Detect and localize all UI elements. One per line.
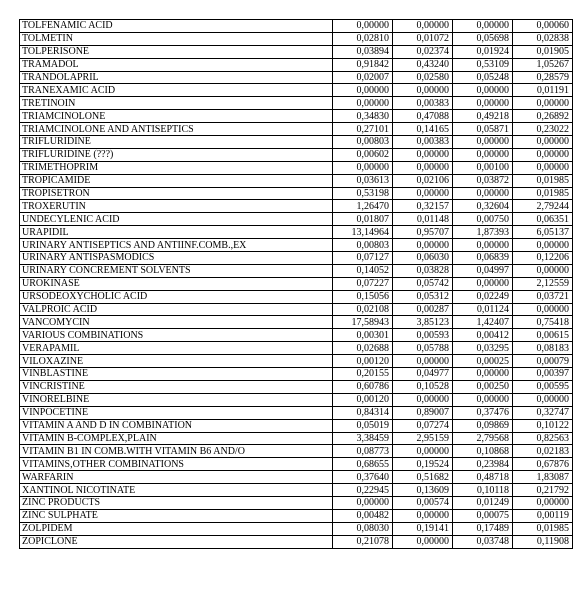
value-cell-col-1: 0,15056 [333, 290, 393, 303]
value-cell-col-4: 2,12559 [513, 277, 573, 290]
table-row [20, 264, 573, 277]
table-row [20, 213, 573, 226]
table-row [20, 97, 573, 110]
value-cell-col-3: 0,00000 [453, 97, 513, 110]
value-cell-col-1: 0,27101 [333, 123, 393, 136]
value-cell-col-3: 0,17489 [453, 522, 513, 535]
table-row [20, 252, 573, 265]
value-cell-col-1: 0,00482 [333, 509, 393, 522]
value-cell-col-1: 0,03613 [333, 174, 393, 187]
value-cell-col-2: 2,95159 [393, 432, 453, 445]
table-row [20, 277, 573, 290]
drug-name-cell: TROPISETRON [20, 187, 333, 200]
value-cell-col-1: 0,34830 [333, 110, 393, 123]
drug-name-cell: TOLFENAMIC ACID [20, 20, 333, 33]
table-row [20, 509, 573, 522]
value-cell-col-3: 0,06839 [453, 252, 513, 265]
table-row [20, 45, 573, 58]
value-cell-col-2: 0,04977 [393, 368, 453, 381]
drug-name-cell: TOLMETIN [20, 32, 333, 45]
value-cell-col-3: 0,01924 [453, 45, 513, 58]
value-cell-col-2: 0,89007 [393, 406, 453, 419]
value-cell-col-3: 0,00025 [453, 355, 513, 368]
value-cell-col-3: 0,03748 [453, 535, 513, 548]
value-cell-col-4: 0,00000 [513, 264, 573, 277]
drug-name-cell: WARFARIN [20, 471, 333, 484]
value-cell-col-4: 0,02183 [513, 445, 573, 458]
value-cell-col-2: 0,07274 [393, 419, 453, 432]
value-cell-col-3: 0,05871 [453, 123, 513, 136]
drug-name-cell: URAPIDIL [20, 226, 333, 239]
value-cell-col-3: 0,05248 [453, 71, 513, 84]
table-row [20, 187, 573, 200]
drug-name-cell: VALPROIC ACID [20, 303, 333, 316]
value-cell-col-1: 0,00000 [333, 97, 393, 110]
value-cell-col-2: 0,00383 [393, 136, 453, 149]
value-cell-col-1: 0,00602 [333, 148, 393, 161]
drug-name-cell: URSODEOXYCHOLIC ACID [20, 290, 333, 303]
drug-name-cell: TRETINOIN [20, 97, 333, 110]
value-cell-col-3: 0,00100 [453, 161, 513, 174]
table-row [20, 239, 573, 252]
value-cell-col-4: 0,67876 [513, 458, 573, 471]
value-cell-col-4: 0,00615 [513, 329, 573, 342]
table-row [20, 136, 573, 149]
table-row [20, 290, 573, 303]
drug-name-cell: UROKINASE [20, 277, 333, 290]
value-cell-col-1: 0,00803 [333, 136, 393, 149]
drug-name-cell: ZINC SULPHATE [20, 509, 333, 522]
table-row [20, 174, 573, 187]
value-cell-col-2: 0,02106 [393, 174, 453, 187]
value-cell-col-1: 0,53198 [333, 187, 393, 200]
value-cell-col-2: 0,05312 [393, 290, 453, 303]
drug-name-cell: TRANDOLAPRIL [20, 71, 333, 84]
table-row [20, 20, 573, 33]
table-row [20, 71, 573, 84]
table-row [20, 32, 573, 45]
value-cell-col-4: 0,00000 [513, 161, 573, 174]
value-cell-col-3: 0,05698 [453, 32, 513, 45]
value-cell-col-2: 0,02374 [393, 45, 453, 58]
value-cell-col-2: 0,00287 [393, 303, 453, 316]
value-cell-col-3: 0,00000 [453, 239, 513, 252]
drug-name-cell: TRIMETHOPRIM [20, 161, 333, 174]
value-cell-col-1: 0,05019 [333, 419, 393, 432]
value-cell-col-4: 0,00079 [513, 355, 573, 368]
value-cell-col-2: 0,43240 [393, 58, 453, 71]
value-cell-col-4: 1,83087 [513, 471, 573, 484]
value-cell-col-3: 2,79568 [453, 432, 513, 445]
table-row [20, 58, 573, 71]
value-cell-col-4: 0,00000 [513, 239, 573, 252]
value-cell-col-1: 0,21078 [333, 535, 393, 548]
value-cell-col-2: 0,00000 [393, 187, 453, 200]
table-row [20, 148, 573, 161]
value-cell-col-4: 0,00000 [513, 303, 573, 316]
value-cell-col-4: 0,06351 [513, 213, 573, 226]
value-cell-col-4: 0,12206 [513, 252, 573, 265]
value-cell-col-3: 0,00000 [453, 368, 513, 381]
table-row [20, 329, 573, 342]
value-cell-col-2: 0,01072 [393, 32, 453, 45]
value-cell-col-2: 0,06030 [393, 252, 453, 265]
value-cell-col-3: 0,23984 [453, 458, 513, 471]
value-cell-col-2: 0,13609 [393, 484, 453, 497]
value-cell-col-4: 0,00119 [513, 509, 573, 522]
drug-name-cell: VILOXAZINE [20, 355, 333, 368]
table-row [20, 406, 573, 419]
value-cell-col-1: 0,91842 [333, 58, 393, 71]
value-cell-col-3: 0,02249 [453, 290, 513, 303]
drug-name-cell: TRANEXAMIC ACID [20, 84, 333, 97]
value-cell-col-1: 0,14052 [333, 264, 393, 277]
value-cell-col-1: 0,60786 [333, 380, 393, 393]
drug-name-cell: VINCRISTINE [20, 380, 333, 393]
table-row [20, 355, 573, 368]
value-cell-col-4: 0,82563 [513, 432, 573, 445]
value-cell-col-3: 0,04997 [453, 264, 513, 277]
value-cell-col-1: 0,01807 [333, 213, 393, 226]
drug-name-cell: VITAMIN B1 IN COMB.WITH VITAMIN B6 AND/O [20, 445, 333, 458]
value-cell-col-1: 0,02108 [333, 303, 393, 316]
value-cell-col-3: 0,10118 [453, 484, 513, 497]
drug-name-cell: VARIOUS COMBINATIONS [20, 329, 333, 342]
value-cell-col-4: 0,01985 [513, 187, 573, 200]
value-cell-col-4: 0,32747 [513, 406, 573, 419]
table-row [20, 458, 573, 471]
value-cell-col-3: 1,87393 [453, 226, 513, 239]
value-cell-col-4: 1,05267 [513, 58, 573, 71]
value-cell-col-3: 0,53109 [453, 58, 513, 71]
table-row [20, 419, 573, 432]
drug-name-cell: URINARY ANTISPASMODICS [20, 252, 333, 265]
drug-name-cell: URINARY CONCREMENT SOLVENTS [20, 264, 333, 277]
table-row [20, 303, 573, 316]
value-cell-col-4: 0,08183 [513, 342, 573, 355]
value-cell-col-2: 0,00000 [393, 84, 453, 97]
table-row [20, 316, 573, 329]
drug-name-cell: VINPOCETINE [20, 406, 333, 419]
value-cell-col-2: 0,00000 [393, 355, 453, 368]
table-row [20, 471, 573, 484]
value-cell-col-4: 0,26892 [513, 110, 573, 123]
value-cell-col-2: 0,51682 [393, 471, 453, 484]
value-cell-col-3: 0,32604 [453, 200, 513, 213]
value-cell-col-1: 0,02688 [333, 342, 393, 355]
drug-name-cell: VITAMIN B-COMPLEX,PLAIN [20, 432, 333, 445]
table-row [20, 200, 573, 213]
value-cell-col-3: 0,00000 [453, 20, 513, 33]
drug-name-cell: VINBLASTINE [20, 368, 333, 381]
value-cell-col-2: 0,19524 [393, 458, 453, 471]
value-cell-col-1: 17,58943 [333, 316, 393, 329]
value-cell-col-2: 0,00000 [393, 239, 453, 252]
value-cell-col-1: 0,03894 [333, 45, 393, 58]
table-row [20, 84, 573, 97]
value-cell-col-1: 0,37640 [333, 471, 393, 484]
value-cell-col-2: 0,00000 [393, 535, 453, 548]
value-cell-col-4: 0,01985 [513, 522, 573, 535]
drug-name-cell: UNDECYLENIC ACID [20, 213, 333, 226]
table-row [20, 368, 573, 381]
table-row [20, 496, 573, 509]
value-cell-col-4: 6,05137 [513, 226, 573, 239]
drug-name-cell: ZOLPIDEM [20, 522, 333, 535]
value-cell-col-2: 0,03828 [393, 264, 453, 277]
table-row [20, 226, 573, 239]
value-cell-col-2: 0,95707 [393, 226, 453, 239]
value-cell-col-2: 0,05788 [393, 342, 453, 355]
value-cell-col-3: 0,01249 [453, 496, 513, 509]
data-table [19, 19, 573, 549]
drug-name-cell: TRAMADOL [20, 58, 333, 71]
value-cell-col-1: 0,00000 [333, 84, 393, 97]
drug-name-cell: VITAMINS,OTHER COMBINATIONS [20, 458, 333, 471]
value-cell-col-1: 0,08030 [333, 522, 393, 535]
value-cell-col-4: 0,01191 [513, 84, 573, 97]
value-cell-col-2: 0,00000 [393, 20, 453, 33]
table-row [20, 393, 573, 406]
value-cell-col-2: 0,10528 [393, 380, 453, 393]
value-cell-col-1: 3,38459 [333, 432, 393, 445]
value-cell-col-1: 0,02007 [333, 71, 393, 84]
value-cell-col-1: 0,00000 [333, 161, 393, 174]
drug-name-cell: TOLPERISONE [20, 45, 333, 58]
drug-name-cell: VANCOMYCIN [20, 316, 333, 329]
value-cell-col-1: 0,00120 [333, 355, 393, 368]
value-cell-col-1: 0,84314 [333, 406, 393, 419]
value-cell-col-1: 0,00000 [333, 20, 393, 33]
drug-name-cell: VINORELBINE [20, 393, 333, 406]
value-cell-col-2: 0,00000 [393, 509, 453, 522]
value-cell-col-4: 0,21792 [513, 484, 573, 497]
table-row [20, 342, 573, 355]
value-cell-col-4: 0,23022 [513, 123, 573, 136]
value-cell-col-3: 0,00000 [453, 187, 513, 200]
value-cell-col-1: 0,08773 [333, 445, 393, 458]
drug-name-cell: TRIAMCINOLONE AND ANTISEPTICS [20, 123, 333, 136]
value-cell-col-3: 0,00250 [453, 380, 513, 393]
value-cell-col-4: 0,01985 [513, 174, 573, 187]
value-cell-col-3: 0,48718 [453, 471, 513, 484]
drug-name-cell: URINARY ANTISEPTICS AND ANTIINF.COMB.,EX [20, 239, 333, 252]
value-cell-col-4: 0,02838 [513, 32, 573, 45]
drug-name-cell: TRIFLURIDINE (???) [20, 148, 333, 161]
value-cell-col-3: 0,00750 [453, 213, 513, 226]
value-cell-col-1: 0,02810 [333, 32, 393, 45]
value-cell-col-1: 1,26470 [333, 200, 393, 213]
value-cell-col-2: 0,05742 [393, 277, 453, 290]
value-cell-col-1: 0,00120 [333, 393, 393, 406]
value-cell-col-2: 3,85123 [393, 316, 453, 329]
value-cell-col-3: 0,03872 [453, 174, 513, 187]
value-cell-col-2: 0,00000 [393, 148, 453, 161]
value-cell-col-4: 2,79244 [513, 200, 573, 213]
drug-name-cell: ZOPICLONE [20, 535, 333, 548]
value-cell-col-3: 0,10868 [453, 445, 513, 458]
value-cell-col-2: 0,32157 [393, 200, 453, 213]
value-cell-col-2: 0,00000 [393, 393, 453, 406]
value-cell-col-4: 0,75418 [513, 316, 573, 329]
table-row [20, 445, 573, 458]
value-cell-col-4: 0,00000 [513, 136, 573, 149]
value-cell-col-3: 0,49218 [453, 110, 513, 123]
value-cell-col-1: 0,07127 [333, 252, 393, 265]
table-row [20, 110, 573, 123]
value-cell-col-3: 0,00000 [453, 393, 513, 406]
value-cell-col-2: 0,00383 [393, 97, 453, 110]
drug-name-cell: TROXERUTIN [20, 200, 333, 213]
value-cell-col-2: 0,47088 [393, 110, 453, 123]
value-cell-col-4: 0,01905 [513, 45, 573, 58]
value-cell-col-4: 0,00000 [513, 148, 573, 161]
value-cell-col-3: 0,00000 [453, 277, 513, 290]
value-cell-col-4: 0,00000 [513, 393, 573, 406]
value-cell-col-3: 0,01124 [453, 303, 513, 316]
value-cell-col-2: 0,00574 [393, 496, 453, 509]
value-cell-col-2: 0,00000 [393, 445, 453, 458]
value-cell-col-3: 0,03295 [453, 342, 513, 355]
value-cell-col-3: 0,00412 [453, 329, 513, 342]
value-cell-col-2: 0,00000 [393, 161, 453, 174]
value-cell-col-4: 0,00595 [513, 380, 573, 393]
value-cell-col-1: 0,00000 [333, 496, 393, 509]
table-row [20, 123, 573, 136]
table-row [20, 432, 573, 445]
value-cell-col-2: 0,01148 [393, 213, 453, 226]
value-cell-col-3: 0,37476 [453, 406, 513, 419]
value-cell-col-4: 0,03721 [513, 290, 573, 303]
value-cell-col-4: 0,10122 [513, 419, 573, 432]
drug-name-cell: VITAMIN A AND D IN COMBINATION [20, 419, 333, 432]
drug-name-cell: TRIFLURIDINE [20, 136, 333, 149]
value-cell-col-4: 0,00000 [513, 97, 573, 110]
value-cell-col-4: 0,11908 [513, 535, 573, 548]
value-cell-col-1: 13,14964 [333, 226, 393, 239]
value-cell-col-3: 0,00000 [453, 84, 513, 97]
value-cell-col-2: 0,00593 [393, 329, 453, 342]
value-cell-col-3: 0,09869 [453, 419, 513, 432]
table-row [20, 380, 573, 393]
drug-name-cell: VERAPAMIL [20, 342, 333, 355]
table-body [20, 20, 573, 549]
table-row [20, 535, 573, 548]
value-cell-col-1: 0,00301 [333, 329, 393, 342]
value-cell-col-4: 0,28579 [513, 71, 573, 84]
value-cell-col-3: 1,42407 [453, 316, 513, 329]
value-cell-col-2: 0,14165 [393, 123, 453, 136]
value-cell-col-1: 0,68655 [333, 458, 393, 471]
value-cell-col-3: 0,00075 [453, 509, 513, 522]
value-cell-col-3: 0,00000 [453, 148, 513, 161]
value-cell-col-1: 0,20155 [333, 368, 393, 381]
table-row [20, 522, 573, 535]
table-row [20, 161, 573, 174]
value-cell-col-2: 0,02580 [393, 71, 453, 84]
drug-name-cell: TROPICAMIDE [20, 174, 333, 187]
value-cell-col-2: 0,19141 [393, 522, 453, 535]
drug-name-cell: ZINC PRODUCTS [20, 496, 333, 509]
table-row [20, 484, 573, 497]
value-cell-col-4: 0,00060 [513, 20, 573, 33]
value-cell-col-1: 0,22945 [333, 484, 393, 497]
value-cell-col-1: 0,07227 [333, 277, 393, 290]
drug-name-cell: XANTINOL NICOTINATE [20, 484, 333, 497]
drug-name-cell: TRIAMCINOLONE [20, 110, 333, 123]
value-cell-col-3: 0,00000 [453, 136, 513, 149]
value-cell-col-1: 0,00803 [333, 239, 393, 252]
value-cell-col-4: 0,00000 [513, 496, 573, 509]
value-cell-col-4: 0,00397 [513, 368, 573, 381]
